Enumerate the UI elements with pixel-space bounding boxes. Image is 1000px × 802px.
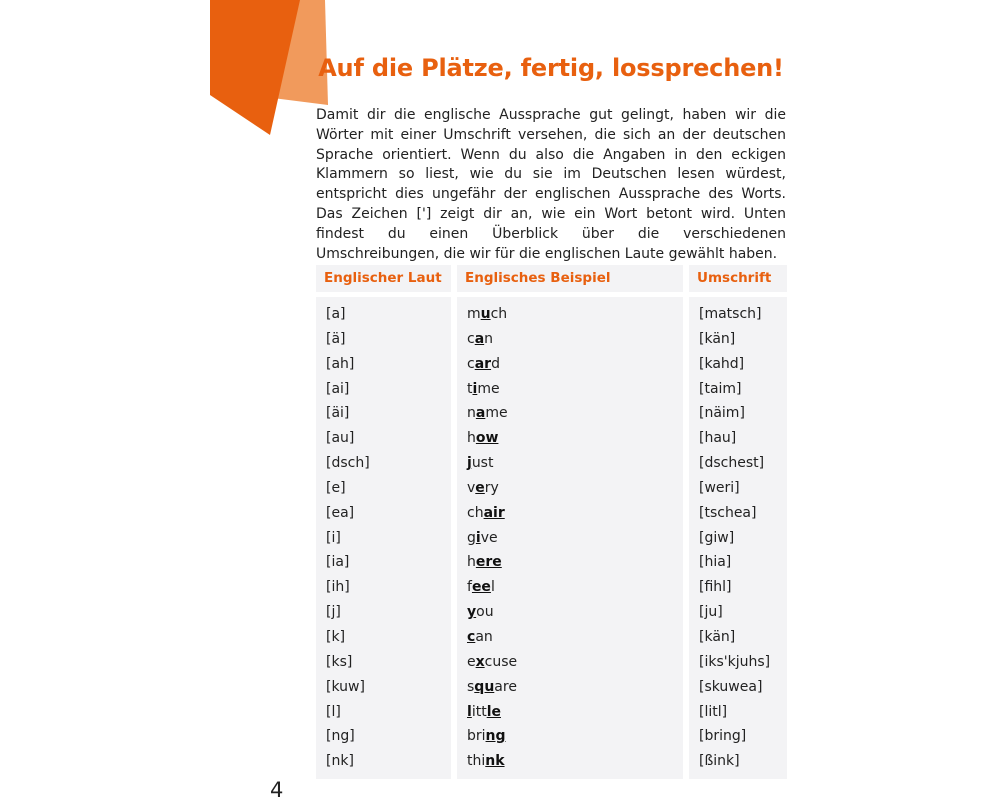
example-cell: chair bbox=[467, 504, 505, 521]
transcription-cell: [kän] bbox=[699, 628, 736, 645]
example-cell: square bbox=[467, 678, 517, 695]
sound-cell: [j] bbox=[326, 604, 341, 621]
transcription-cell: [litl] bbox=[699, 703, 728, 720]
transcription-cell: [näim] bbox=[699, 405, 745, 422]
transcription-cell: [kän] bbox=[699, 330, 736, 347]
intro-paragraph: Damit dir die englische Aussprache gut gelingt, haben wir die Wörter mit einer Umschrift versehen, die sich an der deutschen Sprache orientiert. Wenn du also die Angaben in den eckigen Klammern so liest, wie du sie im Deutschen lesen würdest, entspricht dies ungefähr der englischen Aussprache des Worts. Das Zeichen ['] zeigt dir an, wie ein Wort betont wird. Unten findest du einen Überblick über die verschiedenen Umschreibungen, die wir für die englischen Laute gewählt haben. bbox=[316, 107, 786, 262]
example-cell: much bbox=[467, 306, 508, 322]
example-cell: excuse bbox=[467, 653, 518, 670]
transcription-cell: [hia] bbox=[699, 554, 732, 571]
example-cell: here bbox=[467, 554, 502, 571]
sound-cell: [ia] bbox=[326, 554, 350, 571]
example-cell: little bbox=[467, 703, 501, 720]
example-cell: you bbox=[467, 604, 494, 621]
sound-cell: [i] bbox=[326, 529, 341, 546]
sound-cell: [k] bbox=[326, 628, 346, 645]
transcription-cell: [tschea] bbox=[699, 504, 757, 521]
example-cell: how bbox=[467, 430, 499, 447]
example-cell: give bbox=[467, 529, 498, 546]
example-cell: can bbox=[467, 330, 494, 347]
orange-decoration-graphic bbox=[210, 0, 330, 140]
sound-cell: [ng] bbox=[326, 728, 355, 745]
example-cell: card bbox=[467, 355, 500, 372]
transcription-cell: [fihl] bbox=[699, 579, 732, 596]
sound-cell: [ih] bbox=[326, 579, 350, 596]
column-transcription bbox=[689, 297, 787, 779]
example-cell: just bbox=[467, 455, 494, 472]
transcription-cell: [bring] bbox=[699, 728, 747, 745]
sound-cell: [e] bbox=[326, 479, 346, 496]
sound-cell: [ks] bbox=[326, 653, 353, 670]
example-cell: feel bbox=[467, 579, 495, 596]
sound-cell: [au] bbox=[326, 430, 355, 447]
transcription-cell: [skuwea] bbox=[699, 678, 763, 695]
transcription-cell: [weri] bbox=[699, 479, 740, 496]
transcription-cell: [ju] bbox=[699, 604, 723, 621]
table-body bbox=[316, 297, 787, 779]
sound-cell: [ea] bbox=[326, 504, 355, 521]
sound-cell: [dsch] bbox=[326, 455, 370, 472]
example-cell: can bbox=[467, 628, 493, 645]
transcription-cell: [giw] bbox=[699, 529, 735, 546]
example-cell: very bbox=[467, 479, 499, 496]
sound-cell: [l] bbox=[326, 703, 341, 720]
transcription-cell: [ßink] bbox=[699, 753, 740, 770]
page-number: 4 bbox=[270, 778, 284, 802]
transcription-cell: [hau] bbox=[699, 430, 737, 447]
transcription-cell: [matsch] bbox=[699, 306, 762, 322]
transcription-cell: [iks'kjuhs] bbox=[699, 653, 771, 670]
column-sound bbox=[316, 297, 451, 779]
sound-cell: [ai] bbox=[326, 380, 350, 397]
header-sound: Englischer Laut bbox=[316, 265, 451, 292]
header-example: Englisches Beispiel bbox=[457, 265, 683, 292]
sound-cell: [ah] bbox=[326, 355, 355, 372]
transcription-cell: [taim] bbox=[699, 380, 742, 397]
column-example bbox=[457, 297, 683, 779]
example-cell: time bbox=[467, 380, 500, 397]
table-header bbox=[316, 265, 787, 292]
sound-cell: [nk] bbox=[326, 753, 354, 770]
sound-cell: [äi] bbox=[326, 405, 350, 422]
transcription-cell: [kahd] bbox=[699, 355, 745, 372]
header-transcription: Umschrift bbox=[689, 265, 787, 292]
transcription-cell: [dschest] bbox=[699, 455, 765, 472]
sound-cell: [a] bbox=[326, 306, 346, 322]
example-cell: name bbox=[467, 405, 508, 422]
sound-cell: [ä] bbox=[326, 330, 346, 347]
sound-cell: [kuw] bbox=[326, 678, 365, 695]
example-cell: bring bbox=[467, 728, 506, 745]
pronunciation-table bbox=[316, 265, 787, 779]
example-cell: think bbox=[467, 753, 505, 770]
page-title: Auf die Plätze, fertig, lossprechen! bbox=[318, 54, 784, 82]
